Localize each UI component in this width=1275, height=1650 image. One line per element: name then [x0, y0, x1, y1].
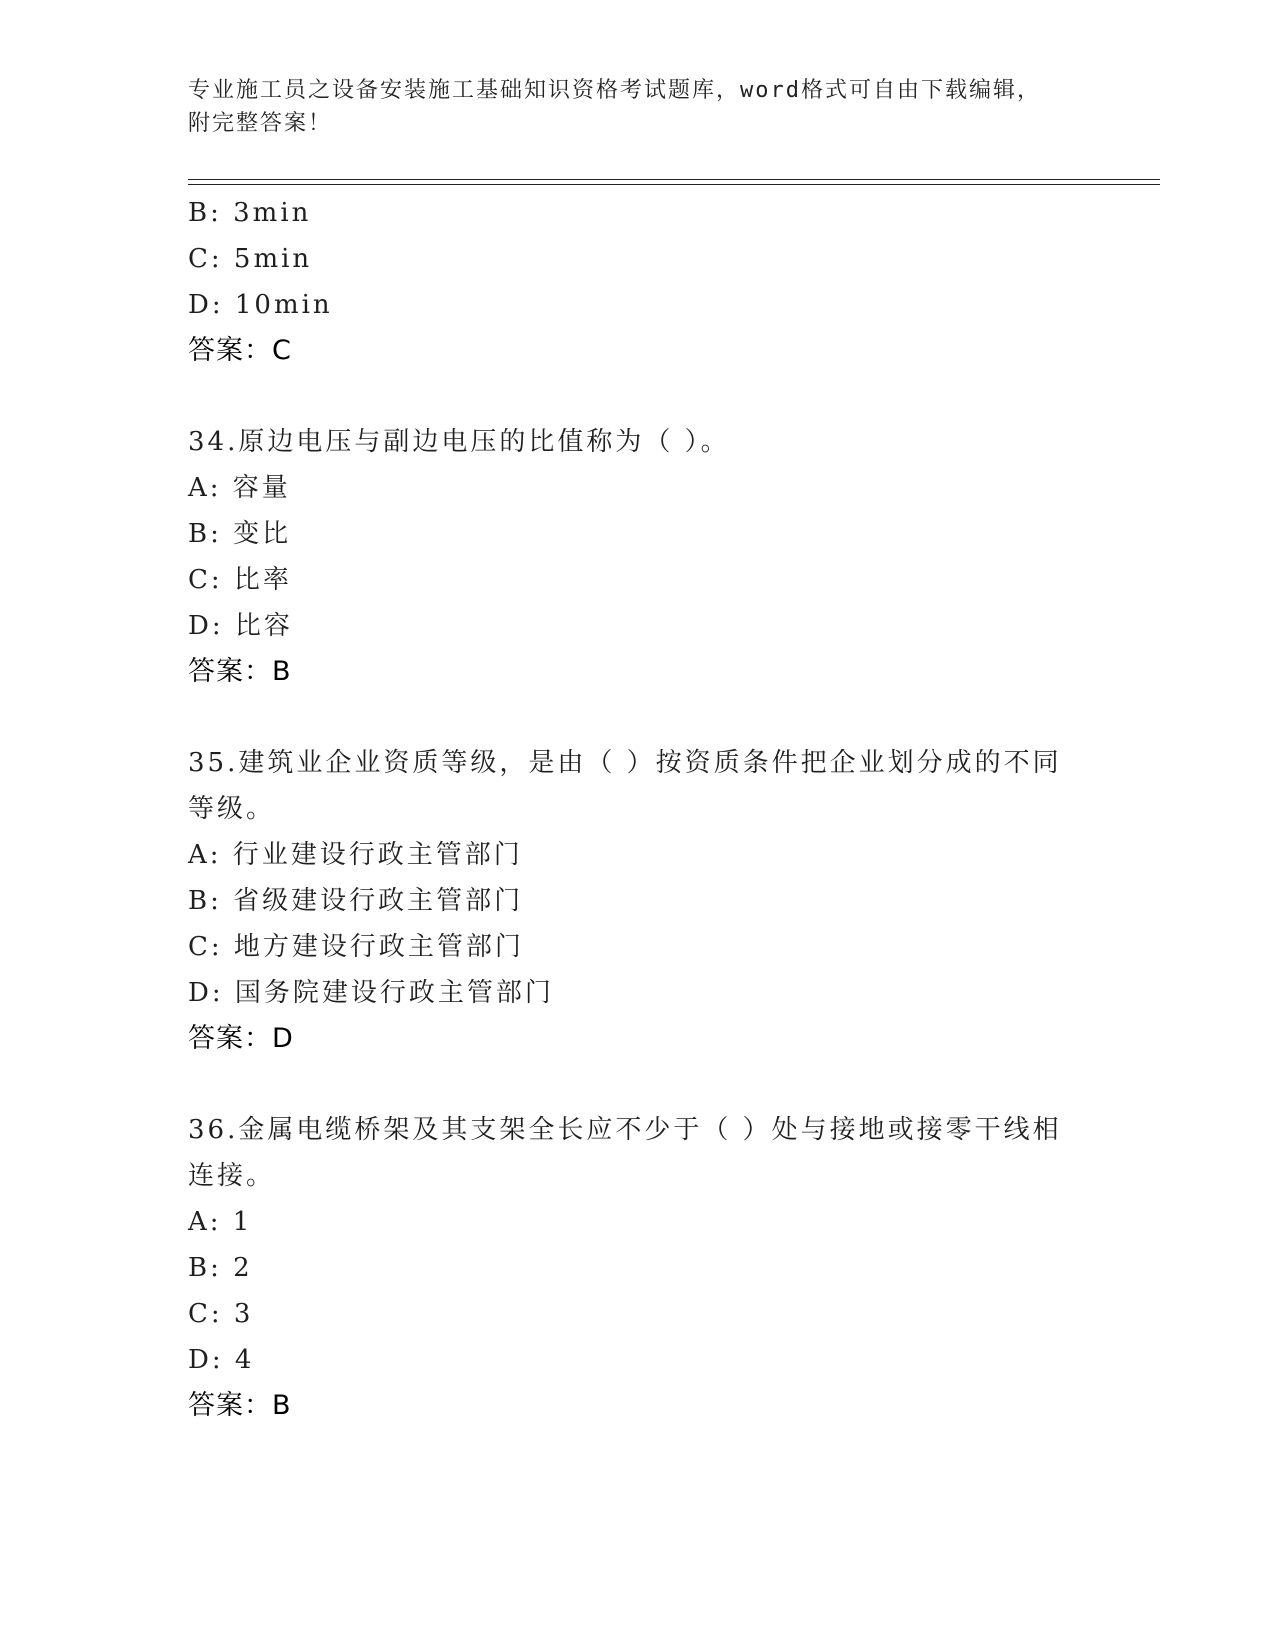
q34-option-b: B: 变比: [188, 519, 292, 549]
question-list: [188, 190, 1088, 1429]
q35-option-b: B: 省级建设行政主管部门: [188, 886, 524, 916]
q35-option-c: C: 地方建设行政主管部门: [188, 932, 524, 962]
header-line-1: 专业施工员之设备安装施工基础知识资格考试题库，word格式可自由下载编辑，: [188, 78, 1041, 103]
q36-option-d: D: 4: [188, 1345, 255, 1375]
q33-option-d: D: 10min: [188, 290, 333, 320]
q34-option-a: A: 容量: [188, 473, 291, 503]
q33-answer: 答案：C: [188, 335, 292, 366]
q36-option-a: A: 1: [188, 1207, 253, 1237]
q33-option-c: C: 5min: [188, 244, 313, 274]
q35-answer: 答案：D: [188, 1023, 294, 1054]
q36-answer: 答案：B: [188, 1390, 292, 1421]
q34-option-d: D: 比容: [188, 611, 293, 641]
header-line-2: 附完整答案！: [188, 111, 333, 136]
document-header: [188, 74, 1068, 140]
spacer: [188, 374, 1088, 419]
q34-option-c: C: 比率: [188, 565, 292, 595]
header-divider-top: [188, 179, 1160, 180]
question-35: [188, 740, 1088, 1062]
q34-answer: 答案：B: [188, 656, 292, 687]
q35-option-d: D: 国务院建设行政主管部门: [188, 978, 554, 1008]
q33-option-b: B: 3min: [188, 198, 312, 228]
q36-option-c: C: 3: [188, 1299, 254, 1329]
question-33-tail: [188, 190, 1088, 374]
q36-option-b: B: 2: [188, 1253, 253, 1283]
q36-stem-line-1: 36.金属电缆桥架及其支架全长应不少于（ ）处与接地或接零干线相: [188, 1115, 1062, 1145]
q34-stem: 34.原边电压与副边电压的比值称为（ ）。: [188, 427, 730, 457]
spacer: [188, 1062, 1088, 1107]
q36-stem-line-2: 连接。: [188, 1161, 276, 1191]
question-36: [188, 1107, 1088, 1429]
q35-stem-line-2: 等级。: [188, 794, 276, 824]
spacer: [188, 695, 1088, 740]
q35-stem-line-1: 35.建筑业企业资质等级，是由（ ）按资质条件把企业划分成的不同: [188, 748, 1062, 778]
q35-option-a: A: 行业建设行政主管部门: [188, 840, 523, 870]
question-34: [188, 419, 1088, 695]
header-divider-bottom: [188, 184, 1160, 185]
